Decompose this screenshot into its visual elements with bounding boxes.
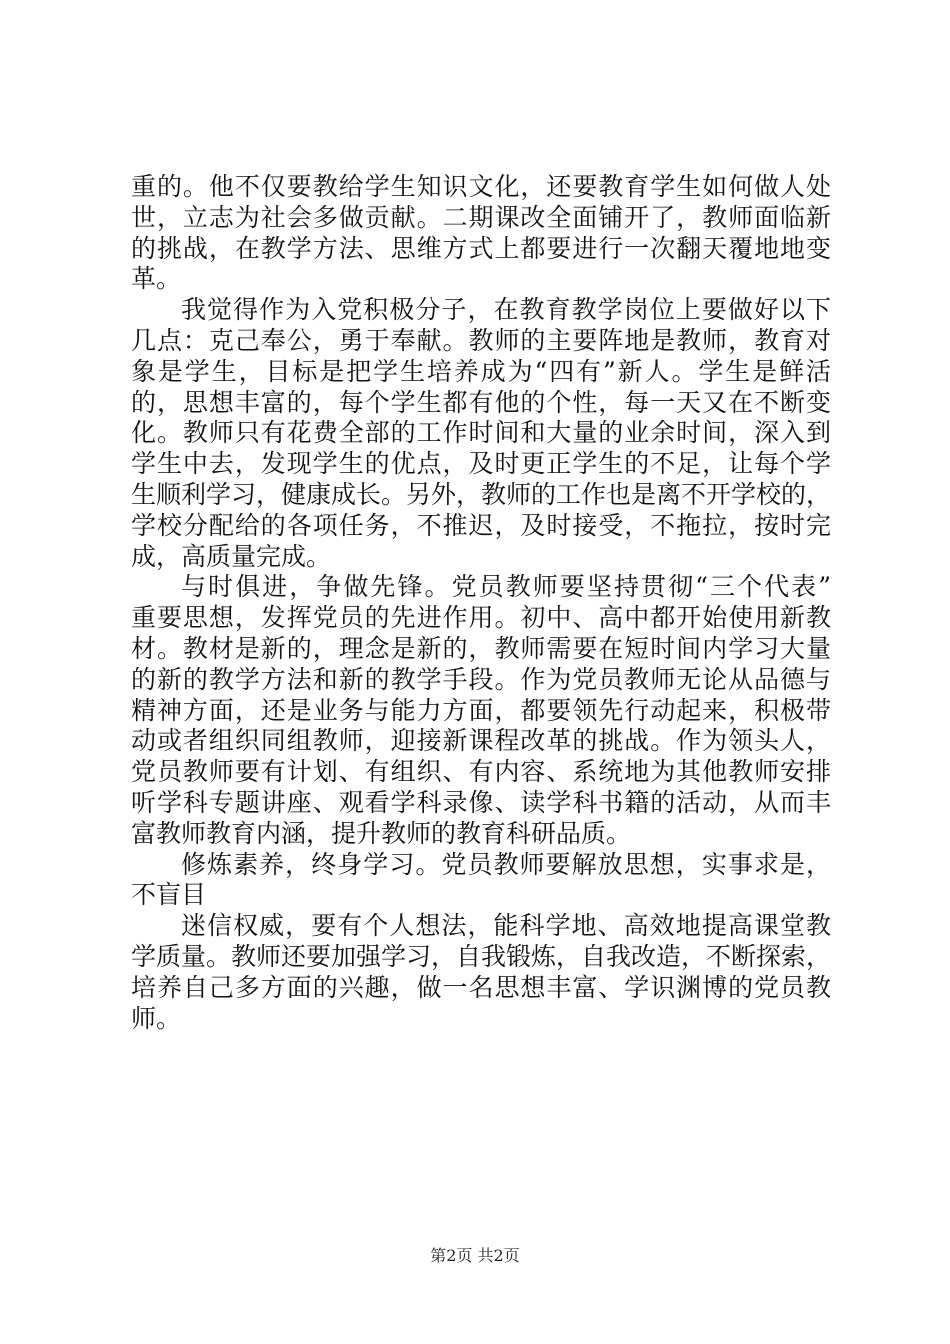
text-line: 修炼素养，终身学习。党员教师要解放思想，实事求是， — [181, 849, 831, 879]
text-line: 学校分配给的各项任务，不推迟，及时接受，不拖拉，按时完 — [131, 510, 831, 540]
text-line: 材。教材是新的，理念是新的，教师需要在短时间内学习大量 — [131, 633, 831, 663]
text-line: 师。 — [131, 1003, 182, 1033]
text-line: 党员教师要有计划、有组织、有内容、系统地为其他教师安排 — [131, 757, 831, 787]
text-line: 我觉得作为入党积极分子，在教育教学岗位上要做好以下 — [181, 295, 831, 325]
text-line: 化。教师只有花费全部的工作时间和大量的业余时间，深入到 — [131, 418, 831, 448]
text-line: 富教师教育内涵，提升教师的教育科研品质。 — [131, 818, 632, 848]
text-line: 动或者组织同组教师，迎接新课程改革的挑战。作为领头人， — [131, 726, 831, 756]
document-body — [131, 172, 831, 1034]
text-line: 精神方面，还是业务与能力方面，都要领先行动起来，积极带 — [131, 695, 831, 725]
page-footer — [0, 1243, 950, 1266]
text-line: 成，高质量完成。 — [131, 541, 332, 571]
text-line: 的新的教学方法和新的教学手段。作为党员教师无论从品德与 — [131, 664, 831, 694]
text-line: 革。 — [131, 264, 182, 294]
text-line: 与时俱进，争做先锋。党员教师要坚持贯彻“三个代表” — [181, 572, 831, 602]
text-line: 学质量。教师还要加强学习，自我锻炼，自我改造，不断探索， — [131, 941, 832, 971]
text-line: 迷信权威，要有个人想法，能科学地、高效地提高课堂教 — [181, 911, 831, 941]
text-line: 生顺利学习，健康成长。另外，教师的工作也是离不开学校的， — [131, 479, 832, 509]
text-line: 几点：克己奉公，勇于奉献。教师的主要阵地是教师，教育对 — [131, 325, 831, 355]
text-line: 学生中去，发现学生的优点，及时更正学生的不足，让每个学 — [131, 449, 831, 479]
text-line: 世，立志为社会多做贡献。二期课改全面铺开了，教师面临新 — [131, 202, 831, 232]
text-line: 听学科专题讲座、观看学科录像、读学科书籍的活动，从而丰 — [131, 787, 831, 817]
text-line: 不盲目 — [131, 880, 207, 910]
page-number-label: 第2页 共2页 — [430, 1246, 520, 1265]
text-line: 培养自己多方面的兴趣，做一名思想丰富、学识渊博的党员教 — [131, 972, 831, 1002]
text-line: 重要思想，发挥党员的先进作用。初中、高中都开始使用新教 — [131, 603, 831, 633]
text-line: 的挑战，在教学方法、思维方式上都要进行一次翻天覆地地变 — [131, 233, 831, 263]
text-line: 重的。他不仅要教给学生知识文化，还要教育学生如何做人处 — [131, 172, 831, 201]
text-line: 象是学生，目标是把学生培养成为“四有”新人。学生是鲜活 — [131, 356, 831, 386]
text-line: 的，思想丰富的，每个学生都有他的个性，每一天又在不断变 — [131, 387, 831, 417]
